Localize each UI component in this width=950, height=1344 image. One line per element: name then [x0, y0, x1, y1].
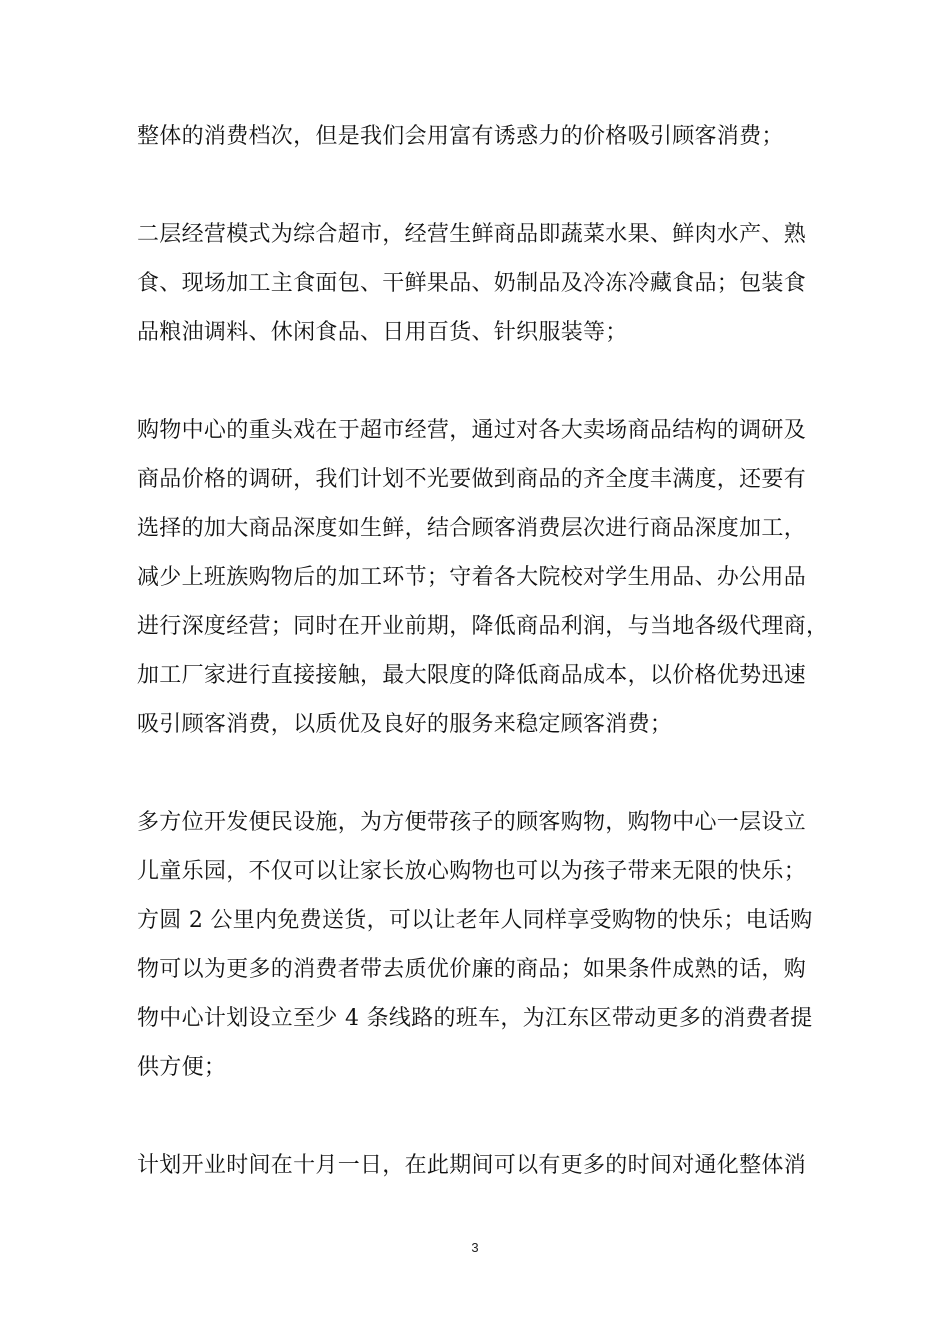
text-line: 食、现场加工主食面包、干鲜果品、奶制品及冷冻冷藏食品；包装食: [137, 271, 807, 296]
text-line: 加工厂家进行直接接触，最大限度的降低商品成本，以价格优势迅速: [137, 663, 807, 688]
text-line: 购物中心的重头戏在于超市经营，通过对各大卖场商品结构的调研及: [137, 418, 807, 443]
text-line: 物中心计划设立至少 4 条线路的班车，为江东区带动更多的消费者提: [137, 1006, 813, 1031]
text-line: 儿童乐园，不仅可以让家长放心购物也可以为孩子带来无限的快乐；: [137, 859, 807, 884]
paragraph-gap: [137, 749, 823, 798]
paragraph-gap: [137, 1092, 823, 1141]
text-line: 减少上班族购物后的加工环节；守着各大院校对学生用品、办公用品: [137, 565, 807, 590]
paragraph-gap: [137, 161, 823, 210]
paragraph-5: [137, 1141, 823, 1190]
paragraph-1: [137, 112, 823, 161]
text-line: 方圆 2 公里内免费送货，可以让老年人同样享受购物的快乐；电话购: [137, 908, 813, 933]
text-line: 进行深度经营；同时在开业前期，降低商品利润，与当地各级代理商，: [137, 614, 829, 639]
page-number: 3: [471, 1240, 479, 1255]
paragraph-gap: [137, 357, 823, 406]
text-line: 商品价格的调研，我们计划不光要做到商品的齐全度丰满度，还要有: [137, 467, 807, 492]
paragraph-4: [137, 798, 823, 1092]
text-line: 选择的加大商品深度如生鲜，结合顾客消费层次进行商品深度加工，: [137, 516, 807, 541]
paragraph-2: [137, 210, 823, 357]
document-body: [137, 112, 829, 1190]
text-line: 二层经营模式为综合超市，经营生鲜商品即蔬菜水果、鲜肉水产、熟: [137, 222, 807, 247]
text-line: 吸引顾客消费，以质优及良好的服务来稳定顾客消费；: [137, 712, 673, 737]
text-line: 计划开业时间在十月一日，在此期间可以有更多的时间对通化整体消: [137, 1153, 807, 1178]
text-line: 物可以为更多的消费者带去质优价廉的商品；如果条件成熟的话，购: [137, 957, 807, 982]
paragraph-3: [137, 406, 829, 749]
text-line: 供方便；: [137, 1055, 227, 1080]
text-line: 多方位开发便民设施，为方便带孩子的顾客购物，购物中心一层设立: [137, 810, 807, 835]
text-line: 品粮油调料、休闲食品、日用百货、针织服装等；: [137, 320, 628, 345]
text-line: 整体的消费档次，但是我们会用富有诱惑力的价格吸引顾客消费；: [137, 124, 784, 149]
